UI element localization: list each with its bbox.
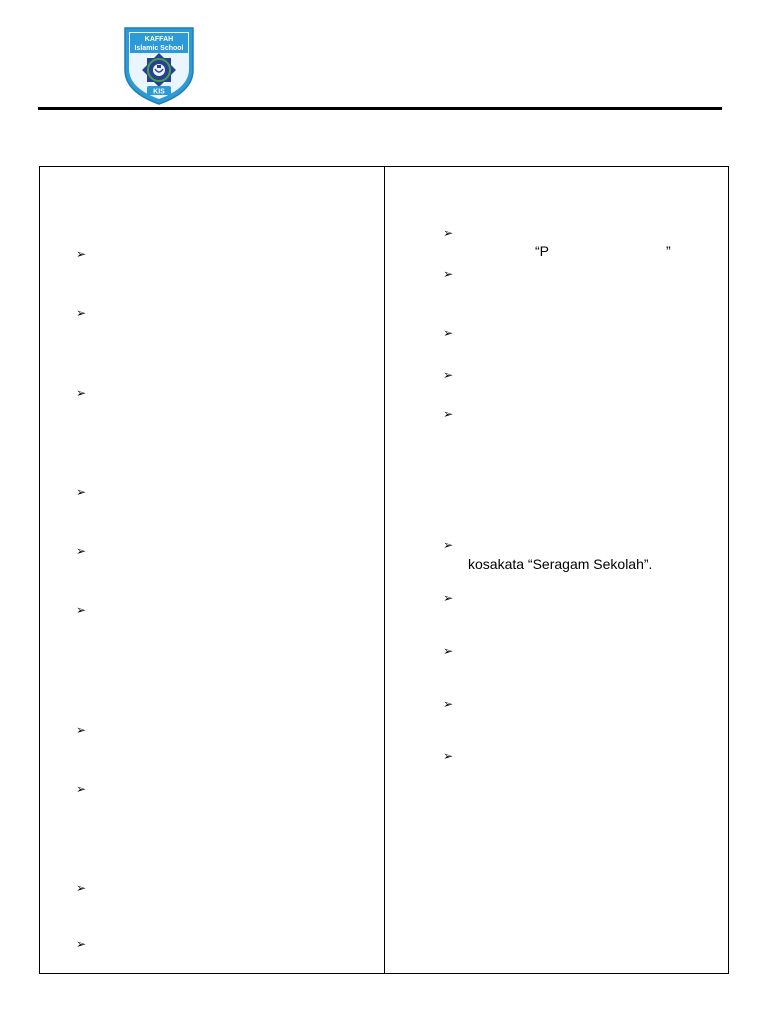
header-rule bbox=[38, 107, 722, 110]
star-icon bbox=[142, 53, 176, 87]
right-bullet-10: ➢ bbox=[443, 749, 454, 763]
column-divider bbox=[384, 166, 385, 974]
right-bullet-8: ➢ bbox=[443, 644, 454, 658]
left-bullet-2: ➢ bbox=[76, 306, 87, 320]
left-bullet-10: ➢ bbox=[76, 937, 87, 951]
left-bullet-7: ➢ bbox=[76, 723, 87, 737]
logo-line2: Islamic School bbox=[134, 45, 184, 52]
right-bullet-2: ➢ bbox=[443, 267, 454, 281]
right-bullet-9: ➢ bbox=[443, 697, 454, 711]
seragam-sekolah-text: kosakata “Seragam Sekolah”. bbox=[468, 556, 653, 572]
logo-initials: KIS bbox=[153, 88, 165, 96]
left-bullet-3: ➢ bbox=[76, 386, 87, 400]
left-bullet-1: ➢ bbox=[76, 247, 87, 261]
left-bullet-4: ➢ bbox=[76, 485, 87, 499]
shield-emblem-icon bbox=[121, 24, 197, 106]
school-logo bbox=[121, 24, 197, 106]
left-bullet-5: ➢ bbox=[76, 544, 87, 558]
quote-p-open: “P bbox=[535, 243, 549, 259]
logo-line1: KAFFAH bbox=[144, 36, 174, 43]
right-bullet-7: ➢ bbox=[443, 591, 454, 605]
right-bullet-6: ➢ bbox=[443, 538, 454, 552]
left-bullet-9: ➢ bbox=[76, 881, 87, 895]
right-bullet-5: ➢ bbox=[443, 407, 454, 421]
right-bullet-3: ➢ bbox=[443, 326, 454, 340]
quote-p-close: ” bbox=[666, 243, 671, 259]
right-bullet-4: ➢ bbox=[443, 368, 454, 382]
left-bullet-6: ➢ bbox=[76, 603, 87, 617]
left-bullet-8: ➢ bbox=[76, 782, 87, 796]
right-bullet-1: ➢ bbox=[443, 226, 454, 240]
